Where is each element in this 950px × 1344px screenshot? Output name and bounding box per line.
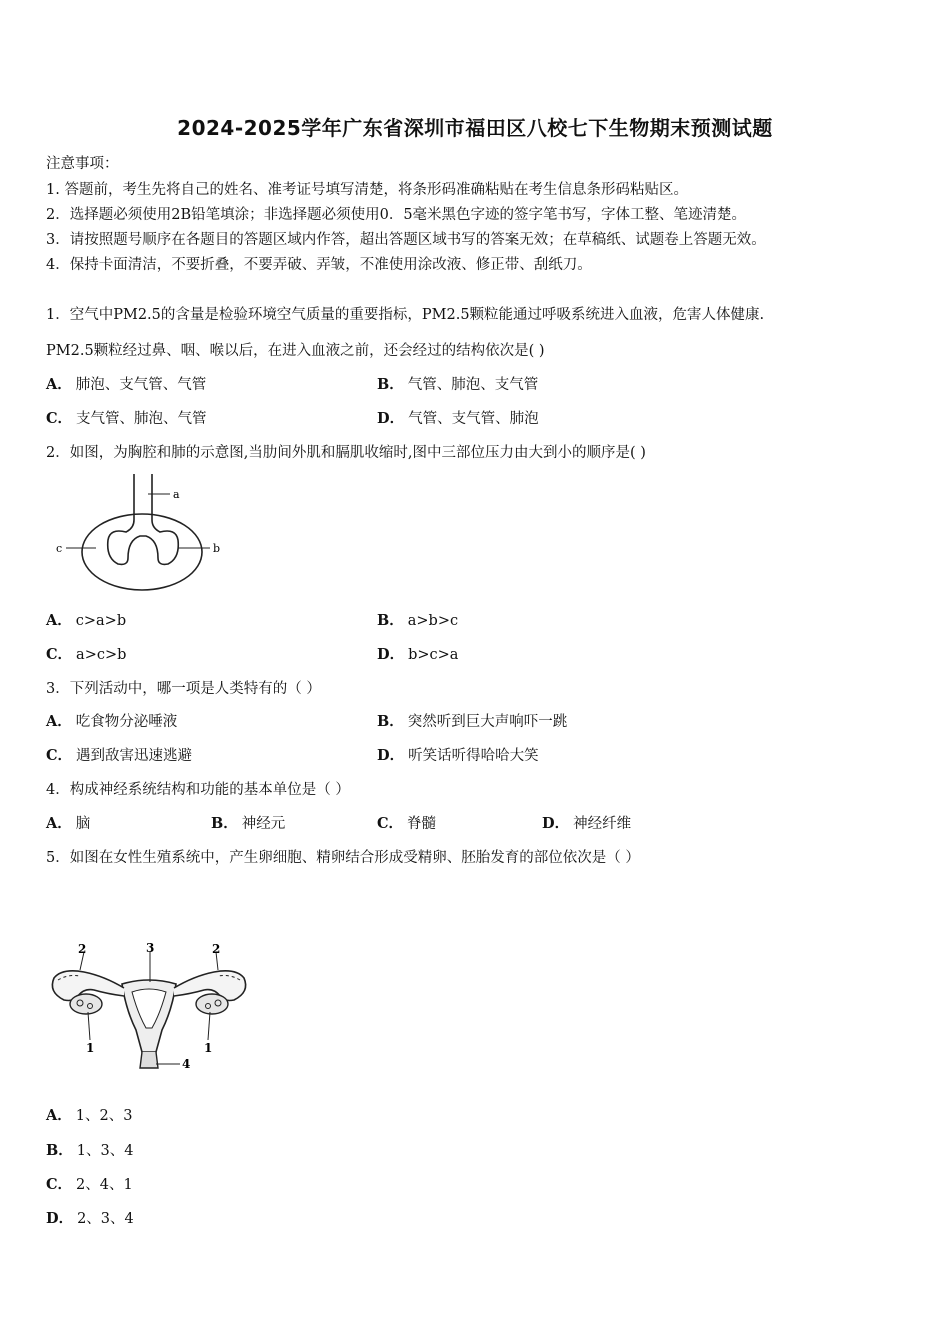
q1-stem-line2: PM2.5颗粒经过鼻、咽、喉以后，在进入血液之前，还会经过的结构依次是( ) (46, 343, 545, 359)
notice-item: 2．选择题必须使用2B铅笔填涂；非选择题必须使用0．5毫米黑色字迹的签字笔书写，字体工整、笔迹清楚。 (46, 207, 747, 223)
label-b: b (213, 542, 221, 555)
label-1-left: 1 (86, 1041, 95, 1055)
q2-stem: 2．如图，为胸腔和肺的示意图,当肋间外肌和膈肌收缩时,图中三部位压力由大到小的顺序是( ) (46, 445, 646, 461)
female-reproductive-diagram (44, 940, 254, 1075)
label-2-right: 2 (212, 942, 221, 956)
q5-option-d[interactable]: D． 2、3、4 (46, 1210, 134, 1227)
q3-option-a[interactable]: A． 吃食物分泌唾液 (46, 713, 178, 730)
q1-option-b[interactable]: B． 气管、肺泡、支气管 (377, 376, 539, 393)
q4-option-a[interactable]: A． 脑 (46, 815, 91, 832)
q2-option-b[interactable]: B． a>b>c (377, 612, 459, 629)
q3-stem: 3．下列活动中，哪一项是人类特有的（ ） (46, 681, 321, 697)
q1-option-c[interactable]: C． 支气管、肺泡、气管 (46, 410, 207, 427)
q4-option-d[interactable]: D． 神经纤维 (542, 815, 632, 832)
notice-item: 4．保持卡面清洁，不要折叠，不要弄破、弄皱，不准使用涂改液、修正带、刮纸刀。 (46, 257, 592, 273)
q2-option-c[interactable]: C． a>c>b (46, 646, 127, 663)
q1-option-a[interactable]: A． 肺泡、支气管、气管 (46, 376, 207, 393)
q1-stem-line1: 1．空气中PM2.5的含量是检验环境空气质量的重要指标，PM2.5颗粒能通过呼吸系统进入血液，危害人体健康. (46, 307, 765, 323)
q5-option-b[interactable]: B． 1、3、4 (46, 1142, 134, 1159)
q3-option-c[interactable]: C． 遇到敌害迅速逃避 (46, 747, 193, 764)
q4-option-c[interactable]: C． 脊髓 (377, 815, 437, 832)
notice-item: 1. 答题前，考生先将自己的姓名、准考证号填写清楚，将条形码准确粘贴在考生信息条形码粘贴区。 (46, 182, 688, 198)
q4-stem: 4．构成神经系统结构和功能的基本单位是（ ） (46, 782, 350, 798)
label-2-left: 2 (78, 942, 87, 956)
q3-option-d[interactable]: D． 听笑话听得哈哈大笑 (377, 747, 539, 764)
notice-item: 3．请按照题号顺序在各题目的答题区域内作答，超出答题区域书写的答案无效；在草稿纸、试题卷上答题无效。 (46, 232, 766, 248)
q2-option-a[interactable]: A． c>a>b (46, 612, 127, 629)
q5-option-a[interactable]: A． 1、2、3 (46, 1107, 133, 1124)
q2-option-d[interactable]: D． b>c>a (377, 646, 459, 663)
label-c: c (56, 542, 63, 555)
q4-option-b[interactable]: B． 神经元 (211, 815, 286, 832)
notice-heading: 注意事项： (46, 156, 119, 172)
label-3: 3 (146, 941, 155, 955)
q5-option-c[interactable]: C． 2、4、1 (46, 1176, 133, 1193)
label-1-right: 1 (204, 1041, 213, 1055)
chest-lung-diagram (50, 470, 240, 600)
label-4: 4 (182, 1057, 191, 1071)
label-a: a (173, 488, 180, 501)
q3-option-b[interactable]: B． 突然听到巨大声响吓一跳 (377, 713, 568, 730)
q5-stem: 5．如图在女性生殖系统中，产生卵细胞、精卵结合形成受精卵、胚胎发育的部位依次是（ ） (46, 850, 640, 866)
page-title: 2024-2025学年广东省深圳市福田区八校七下生物期末预测试题 (177, 116, 773, 140)
q1-option-d[interactable]: D． 气管、支气管、肺泡 (377, 410, 539, 427)
